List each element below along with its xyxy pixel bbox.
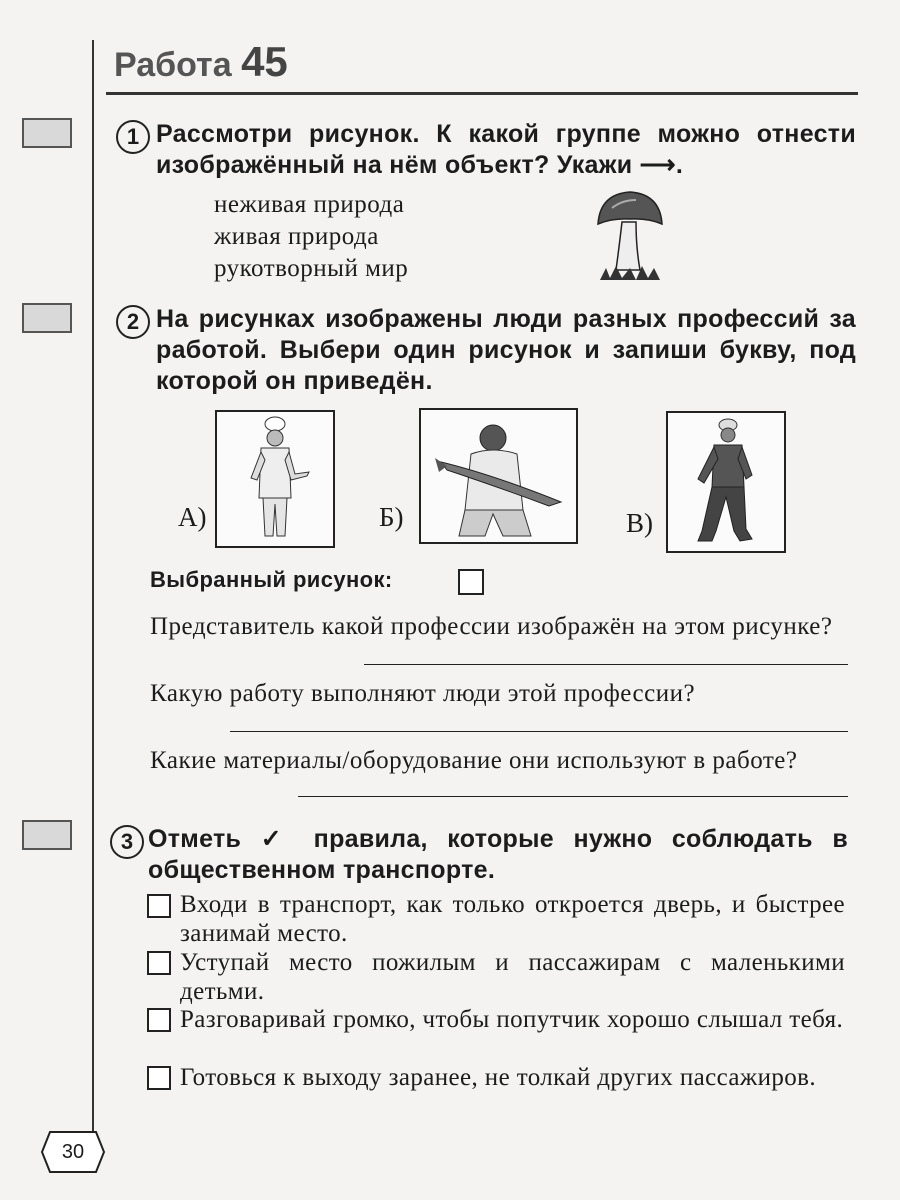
rule-text-2: Уступай место пожилым и пассажирам с маленькими детьми. — [180, 949, 845, 1005]
rule-checkbox-1[interactable] — [147, 894, 171, 918]
picture-c[interactable] — [666, 411, 786, 553]
margin-rule — [92, 40, 94, 1150]
rule-text-1: Входи в транспорт, как только откроется дверь, и быстрее занимай место. — [180, 891, 845, 947]
page-number — [40, 1130, 106, 1174]
materials-answer-line[interactable] — [298, 796, 848, 797]
fisherman-icon — [421, 410, 576, 542]
task1-option-3[interactable]: рукотворный мир — [214, 255, 409, 282]
task2-number: 2 — [116, 305, 150, 339]
rule-text-4: Готовься к выходу заранее, не толкай других пассажиров. — [180, 1064, 817, 1091]
task1-option-1[interactable]: неживая природа — [214, 191, 405, 218]
task1-option-2[interactable]: живая природа — [214, 223, 379, 250]
materials-question: Какие материалы/оборудование они используют в работе? — [150, 747, 798, 774]
task2-text: На рисунках изображены люди разных профессий за работой. Выбери один рисунок и запиши букву, под которой он приведён. — [156, 305, 856, 395]
task3-number: 3 — [110, 825, 144, 859]
chef-icon — [217, 412, 333, 546]
mushroom-icon — [592, 188, 668, 284]
chosen-picture-label: Выбранный рисунок: — [150, 567, 393, 592]
page-number-text: 30 — [61, 1140, 85, 1163]
picture-a-label: А) — [178, 502, 207, 532]
picture-b-label: Б) — [379, 502, 404, 532]
score-box-task2[interactable] — [22, 303, 72, 333]
rule-checkbox-4[interactable] — [147, 1066, 171, 1090]
page-title — [114, 38, 288, 86]
score-box-task3[interactable] — [22, 820, 72, 850]
task1-number: 1 — [116, 120, 150, 154]
profession-question: Представитель какой профессии изображён на этом рисунке? — [150, 613, 833, 640]
task1-text: Рассмотри рисунок. К какой группе можно отнести изображённый на нём объект? Укажи ⟶. — [156, 120, 856, 179]
title-word: Работа — [114, 46, 232, 84]
profession-answer-line[interactable] — [364, 664, 848, 665]
score-box-task1[interactable] — [22, 118, 72, 148]
chosen-picture-box[interactable] — [458, 569, 484, 595]
picture-c-label: В) — [626, 508, 653, 538]
rule-checkbox-2[interactable] — [147, 951, 171, 975]
title-rule — [106, 92, 858, 95]
rule-checkbox-3[interactable] — [147, 1008, 171, 1032]
work-answer-line[interactable] — [230, 731, 848, 732]
task3-text: Отметь ✓ правила, которые нужно соблюдать в общественном транспорте. — [148, 825, 848, 884]
work-question: Какую работу выполняют люди этой профессии? — [150, 680, 696, 707]
rule-text-3: Разговаривай громко, чтобы попутчик хорошо слышал тебя. — [180, 1006, 844, 1033]
picture-a[interactable] — [215, 410, 335, 548]
worker-icon — [668, 413, 784, 551]
title-number: 45 — [241, 38, 288, 85]
picture-b[interactable] — [419, 408, 578, 544]
